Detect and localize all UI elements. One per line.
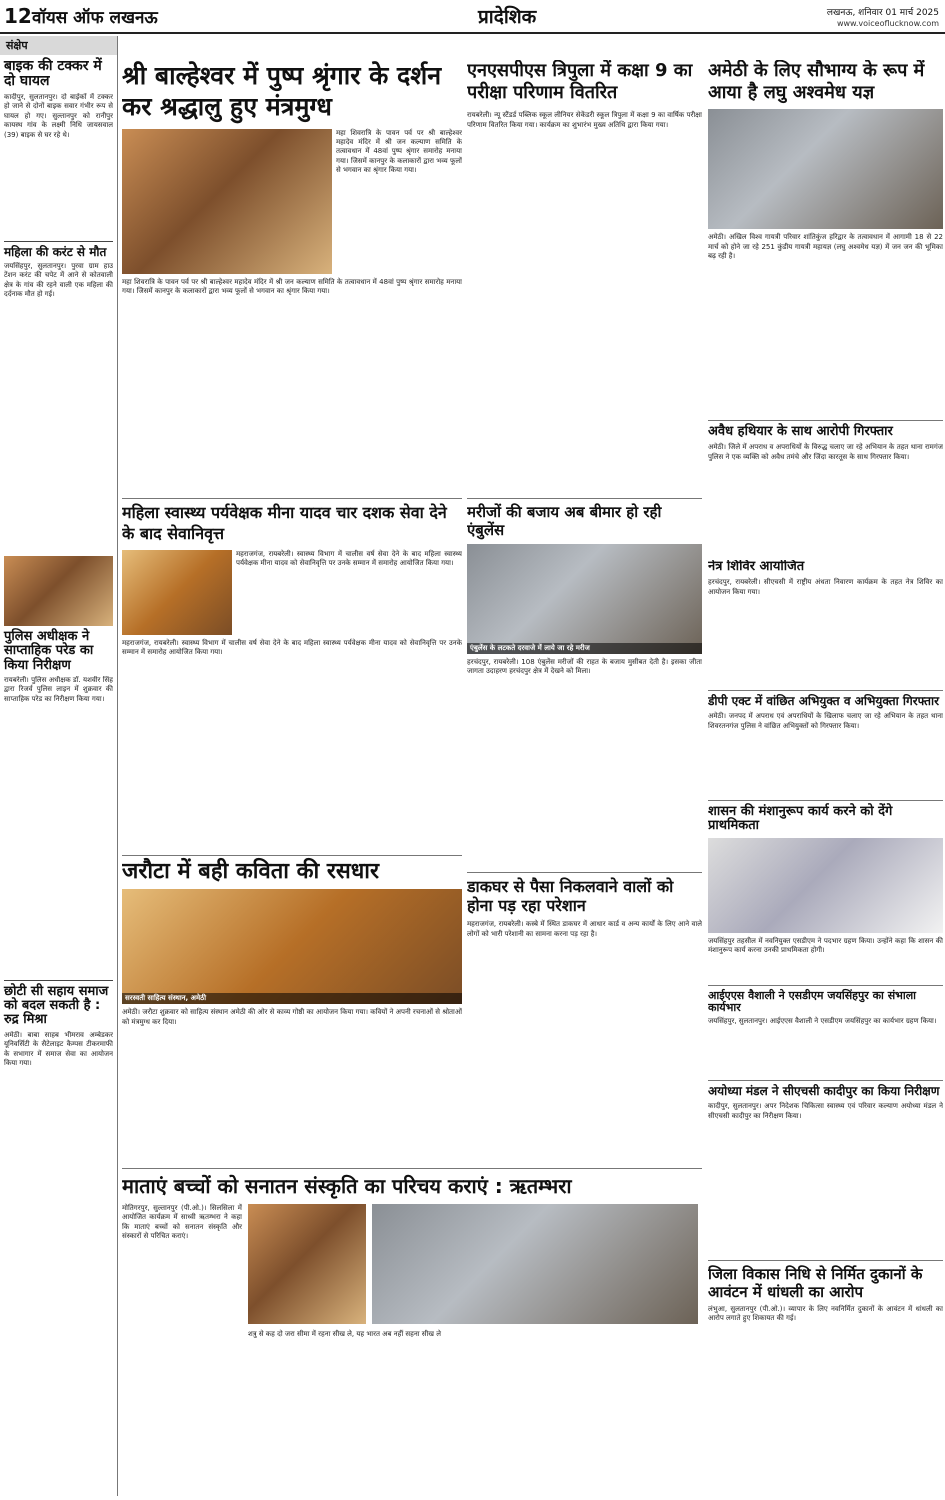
ambulance-text: हरचंदपुर, रायबरेली। 108 एंबुलेंस मरीजों की राहत के बजाय मुसीबत देती है। इसका जीता जागता उदाहरण हरचंदपुर क्षेत्र में देखने को मिला।: [467, 658, 702, 676]
ashwamedh-story: [708, 60, 943, 360]
ritambhara-subtext: शत्रु से कह दो जरा सीमा में रहना सीख ले, यह भारत अब नहीं सहना सीख ले: [248, 1330, 441, 1338]
supervisor-headline: महिला स्वास्थ्य पर्यवेक्षक मीना यादव चार दशक सेवा देने के बाद सेवानिवृत्त: [122, 503, 447, 543]
parade-headline: पुलिस अधीक्षक ने साप्ताहिक परेड का किया निरीक्षण: [4, 628, 94, 673]
post-office-text: महराजगंज, रायबरेली। कस्बे में स्थित डाकघर में आधार कार्ड व अन्य कार्यों के लिए आने वाले लोगों को भारी परेशानी का सामना करना पड़ रहा है।: [467, 920, 702, 938]
post-office-story: [467, 872, 702, 1162]
current-death-headline: महिला की करंट से मौत: [4, 244, 107, 259]
governance-photo: [708, 838, 943, 933]
dp-text: अमेठी। जनपद में अपराध एवं अपराधियों के खिलाफ चलाए जा रहे अभियान के तहत थाना शिवरतनगंज पुलिस ने वांछित अभियुक्तों को गिरफ्तार किया।: [708, 712, 943, 730]
masthead: [0, 0, 945, 34]
poetry-text: अमेठी। जरौटा शुक्रवार को साहित्य संस्थान अमेठी की ओर से काव्य गोष्ठी का आयोजन किया गया। कवियों ने अपनी रचनाओं से श्रोताओं को मंत्रमुग्ध कर दिया।: [122, 1008, 462, 1026]
arms-headline: अवैध हथियार के साथ आरोपी गिरफ्तार: [708, 424, 893, 439]
ias-text: जयसिंहपुर, सुलतानपुर। आईएएस वैशाली ने एसडीएम जयसिंहपुर का कार्यभार ग्रहण किया।: [708, 1017, 937, 1026]
tripura-text: रायबरेली। न्यू स्टैंडर्ड पब्लिक स्कूल लीनियर सेकेंडरी स्कूल त्रिपुला में कक्षा 9 का वार्षिक परीक्षा परिणाम वितरित किया गया। कार्यक्रम का शुभारंभ मुख्य अतिथि द्वारा किया गया।: [467, 111, 702, 129]
ambulance-story: [467, 498, 702, 868]
publication-date: लखनऊ, शनिवार 01 मार्च 2025: [826, 8, 939, 18]
left-column-photo: [4, 556, 113, 626]
eye-camp-text: हरचंदपुर, रायबरेली। सीएचसी में राष्ट्रीय अंधता निवारण कार्यक्रम के तहत नेत्र शिविर का आयोजन किया गया।: [708, 578, 943, 596]
dp-headline: डीपी एक्ट में वांछित अभियुक्त व अभियुक्ता गिरफ्तार: [708, 694, 940, 708]
left-column: [0, 36, 118, 1496]
poetry-story: [122, 855, 462, 1165]
rudra-text: अमेठी। बाबा साहब भीमराव अम्बेडकर यूनिवर्सिटी के सैटेलाइट कैम्पस टीकरमाफी के सभागार में समाज सेवा का आयोजन किया गया।: [4, 1030, 113, 1068]
supervisor-story: [122, 498, 462, 838]
supervisor-text-more: महराजगंज, रायबरेली। स्वास्थ्य विभाग में चालीस वर्ष सेवा देने के बाद महिला स्वास्थ्य पर्यवेक्षक मीना यादव को सेवानिवृत्ति पर उनके सम्मान में समारोह आयोजित किया गया।: [122, 638, 462, 657]
tripura-story: [467, 60, 702, 490]
ashwamedh-text: अमेठी। अखिल विश्व गायत्री परिवार शांतिकुंज हरिद्वार के तत्वावधान में आगामी 18 से 22 मार्च को होने जा रहे 251 कुंडीय गायत्री महायज्ञ (लघु अश्वमेध यज्ञ) में जन जन की भूमिका बढ़ रही है।: [708, 233, 943, 261]
current-death-text: जयसिंहपुर, सुलतानपुर। पुरवा ग्राम हाउ टेंशन करंट की चपेट में आने से कोतवाली क्षेत्र के गांव की रहने वाली एक महिला की दर्दनाक मौत हो गई।: [4, 261, 113, 299]
main-headline: श्री बाल्हेश्वर में पुष्प श्रृंगार के दर्शन कर श्रद्धालु हुए मंत्रमुग्ध: [122, 61, 442, 122]
poetry-banner: सरस्वती साहित्य संस्थान, अमेठी: [122, 993, 462, 1004]
ayodhya-text: कादीपुर, सुलतानपुर। अपर निदेशक चिकित्सा स्वास्थ्य एवं परिवार कल्याण अयोध्या मंडल ने सीएचसी कादीपुर का निरीक्षण किया।: [708, 1102, 943, 1120]
website-link[interactable]: www.voiceoflucknow.com: [836, 19, 939, 28]
parade-text: रायबरेली। पुलिस अधीक्षक डॉ. यशवीर सिंह द्वारा रिजर्व पुलिस लाइन में शुक्रवार की साप्ताहिक परेड का निरीक्षण किया गया।: [4, 675, 113, 703]
fund-story: [708, 1260, 943, 1496]
supervisor-photo: [122, 550, 232, 635]
main-text: महा शिवरात्रि के पावन पर्व पर श्री बाल्हेश्वर महादेव मंदिर में श्री जन कल्याण समिति के तत्वावधान में 48वां पुष्प श्रृंगार समारोह मनाया गया। जिसमें कानपुर के कलाकारों द्वारा भव्य फूलों से भगवान का श्रृंगार किया गया।: [122, 277, 462, 295]
dp-story: [708, 690, 943, 800]
governance-story: [708, 800, 943, 990]
ayodhya-headline: अयोध्या मंडल ने सीएचसी कादीपुर का किया निरीक्षण: [708, 1084, 940, 1098]
rudra-headline: छोटी सी सहाय समाज को बदल सकती है : रुद्र मिश्रा: [4, 983, 109, 1028]
newspaper-name: वॉयस ऑफ लखनऊ: [32, 8, 158, 28]
ambulance-photo-caption: एंबुलेंस के लटकते दरवाजे में लाये जा रहे मरीज: [467, 643, 702, 654]
bike-accident-text: कादीपुर, सुलतानपुर। दो बाईकों में टक्कर हो जाने से दोनों बाइक सवार गंभीर रूप से घायल हो गए। सुल्तानपुर को रानीपुर कायस्थ गांव के लक्ष्मी निधि जायसवाल (39) बाइक से घर रहे थे।: [4, 92, 113, 139]
ias-story: [708, 985, 943, 1080]
ritambhara-text: मोतिगरपुर, सुल्तानपुर (पी.ओ.)। सिलसिला में आयोजित कार्यक्रम में साध्वी ऋतम्भरा ने कहा कि माताएं बच्चों को सनातन संस्कृति और संस्कारों से परिचित कराएं।: [122, 1204, 242, 1241]
poetry-photo: [122, 889, 462, 1004]
ashwamedh-photo: [708, 109, 943, 229]
supervisor-text: महराजगंज, रायबरेली। स्वास्थ्य विभाग में चालीस वर्ष सेवा देने के बाद महिला स्वास्थ्य पर्यवेक्षक मीना यादव को सेवानिवृत्ति पर उनके सम्मान में समारोह आयोजित किया गया।: [236, 549, 462, 568]
post-office-headline: डाकघर से पैसा निकलवाने वालों को होना पड़ रहा परेशान: [467, 877, 674, 916]
bike-accident-headline: बाइक की टक्कर में दो घायल: [4, 58, 102, 90]
eye-camp-story: [708, 560, 943, 690]
governance-text: जयसिंहपुर तहसील में नवनियुक्त एसडीएम ने पदभार ग्रहण किया। उन्होंने कहा कि शासन की मंशानुरूप कार्य करना उनकी प्राथमिकता होगी।: [708, 936, 943, 955]
ritambhara-media: [248, 1204, 698, 1449]
ayodhya-story: [708, 1080, 943, 1260]
ias-headline: आईएएस वैशाली ने एसडीएम जयसिंहपुर का संभाला कार्यभार: [708, 989, 917, 1015]
ashwamedh-headline: अमेठी के लिए सौभाग्य के रूप में आया है लघु अश्वमेध यज्ञ: [708, 60, 925, 103]
governance-headline: शासन की मंशानुरूप कार्य करने को देंगे प्राथमिकता: [708, 804, 893, 834]
main-text-right: महा शिवरात्रि के पावन पर्व पर श्री बाल्हेश्वर महादेव मंदिर में श्री जन कल्याण समिति के तत्वावधान में 48वां पुष्प श्रृंगार समारोह मनाया गया। जिसमें कानपुर के कलाकारों द्वारा भव्य फूलों से भगवान का श्रृंगार किया गया।: [336, 128, 462, 175]
main-photo: [122, 129, 332, 274]
eye-camp-headline: नेत्र शिविर आयोजित: [708, 560, 805, 574]
tripura-headline: एनएसपीएस त्रिपुला में कक्षा 9 का परीक्षा परिणाम वितरित: [467, 60, 693, 103]
ritambhara-portrait: [248, 1204, 366, 1324]
brief-label: संक्षेप: [0, 36, 117, 55]
ambulance-headline: मरीजों की बजाय अब बीमार हो रही एंबुलेंस: [467, 503, 662, 539]
ritambhara-story: [122, 1168, 702, 1496]
fund-headline: जिला विकास निधि से निर्मित दुकानों के आवंटन में धांधली का आरोप: [708, 1265, 923, 1301]
arms-text: अमेठी। जिले में अपराध व अपराधियों के विरुद्ध चलाए जा रहे अभियान के तहत थाना रामगंज पुलिस ने एक व्यक्ति को अवैध तमंचे और जिंदा कारतूस के साथ गिरफ्तार किया।: [708, 443, 943, 461]
fund-text: लंभुआ, सुलतानपुर (पी.ओ.)। व्यापार के लिए नवनिर्मित दुकानों के आवंटन में धांधली का आरोप लगाते हुए शिकायत की गई।: [708, 1305, 943, 1323]
ritambhara-headline: माताएं बच्चों को सनातन संस्कृति का परिचय कराएं : ऋतम्भरा: [122, 1174, 572, 1198]
arms-story: [708, 420, 943, 555]
section-title: प्रादेशिक: [478, 6, 537, 28]
ritambhara-crowd-photo: [372, 1204, 698, 1324]
main-story: [122, 60, 462, 520]
poetry-headline: जरौटा में बही कविता की रसधार: [122, 859, 379, 884]
ambulance-photo: [467, 544, 702, 654]
page-number: 12: [4, 4, 32, 28]
